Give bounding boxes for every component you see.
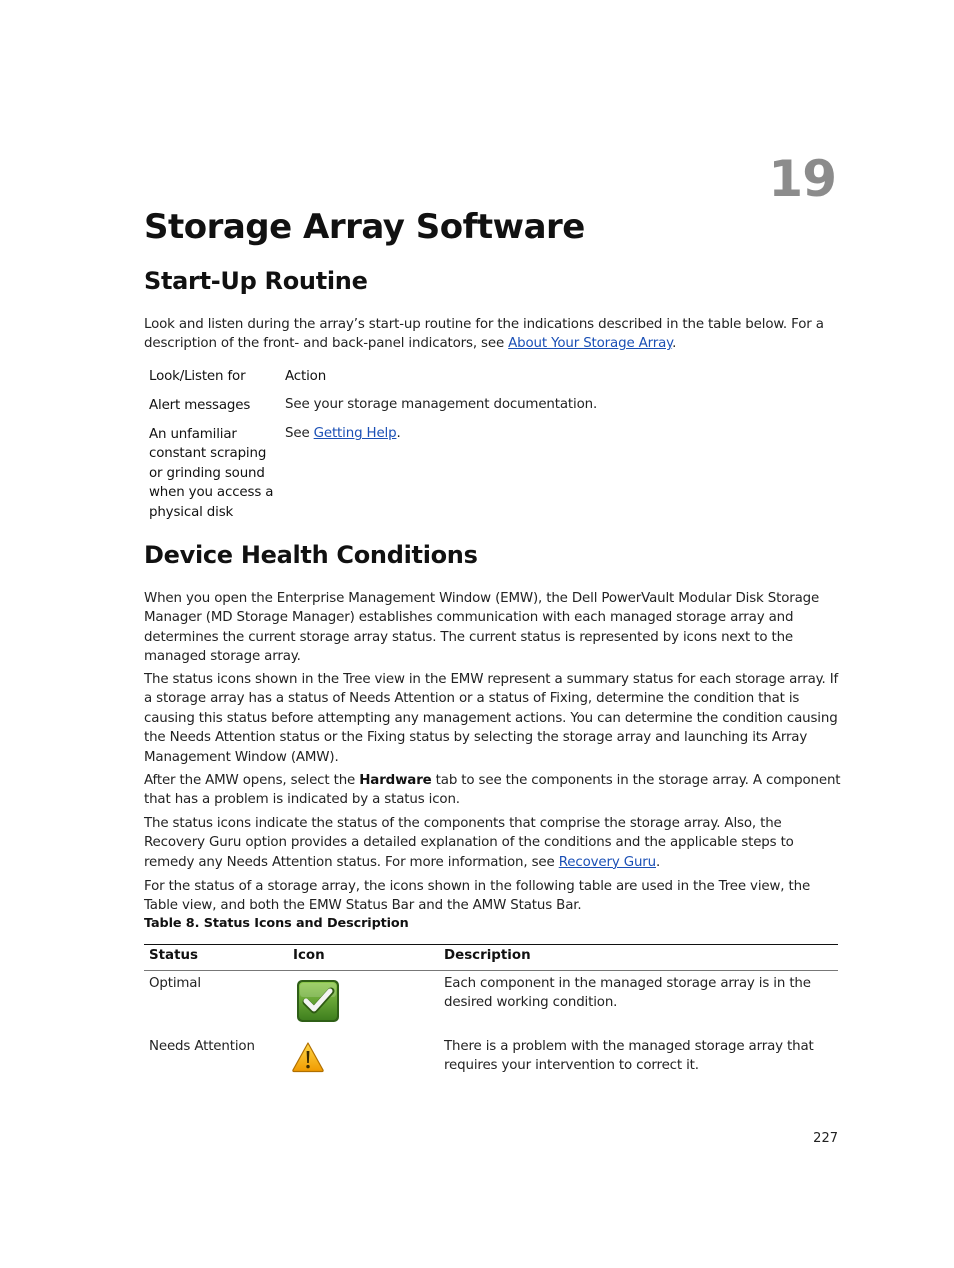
getting-help-link[interactable]: Getting Help	[313, 426, 397, 441]
table-top-rule	[144, 944, 838, 945]
row-needs-attention-description: There is a problem with the managed storage array that requires your intervention to correct it.	[444, 1039, 814, 1074]
health-heading: Device Health Conditions	[144, 541, 478, 569]
health-paragraph-4: The status icons indicate the status of the components that comprise the storage array. Also, the Recovery Guru option provides a detailed explanation of the conditions and the applicable steps to remedy any Needs Attention status. For more information, see Recovery Guru.	[144, 816, 794, 870]
startup-row1-action: See your storage management documentation.	[285, 397, 598, 412]
row-optimal-description: Each component in the managed storage array is in the desired working condition.	[444, 976, 811, 1011]
about-storage-array-link[interactable]: About Your Storage Array	[508, 336, 673, 352]
row-needs-attention-status: Needs Attention	[149, 1039, 255, 1054]
startup-row1-look: Alert messages	[149, 398, 251, 413]
startup-intro: Look and listen during the array’s start-up routine for the indications described in the table below. For a description of the front- and back-panel indicators, see About Your Storage Array.	[144, 317, 824, 352]
page-number: 227	[813, 1131, 838, 1146]
recovery-guru-link[interactable]: Recovery Guru	[558, 854, 656, 870]
chapter-title: Storage Array Software	[144, 207, 585, 247]
startup-row2-look: An unfamiliar constant scraping or grinding sound when you access a physical disk	[149, 427, 274, 520]
optimal-checkmark-icon	[295, 978, 341, 1024]
startup-header-action: Action	[285, 369, 327, 384]
health-paragraph-1: When you open the Enterprise Management Window (EMW), the Dell PowerVault Modular Disk Storage Manager (MD Storage Manager) establishes communication with each managed storage array and determines the current storage array status. The current status is represented by icons next to the managed storage array.	[144, 591, 820, 665]
chapter-number: 19	[768, 150, 836, 208]
health-paragraph-2: The status icons shown in the Tree view in the EMW represent a summary status for each storage array. If a storage array has a status of Needs Attention or a status of Fixing, determine the condition that is causing this status before attempting any management actions. You can determine the condition causing the Needs Attention status or the Fixing status by selecting the storage array and launching its Array Management Window (AMW).	[144, 672, 839, 765]
table-header-rule	[144, 970, 838, 971]
hardware-tab-term: Hardware	[359, 773, 432, 788]
startup-header-look: Look/Listen for	[149, 369, 246, 384]
health-paragraph-3: After the AMW opens, select the Hardware tab to see the components in the storage array. A component that has a problem is indicated by a status icon.	[144, 773, 841, 808]
startup-heading: Start-Up Routine	[144, 267, 368, 295]
header-description: Description	[444, 948, 531, 963]
header-icon: Icon	[293, 948, 325, 963]
table-caption: Table 8. Status Icons and Description	[144, 916, 409, 931]
health-paragraph-5: For the status of a storage array, the icons shown in the following table are used in the Tree view, the Table view, and both the EMW Status Bar and the AMW Status Bar.	[144, 879, 811, 914]
startup-row2-action: See Getting Help.	[285, 426, 401, 441]
row-optimal-status: Optimal	[149, 976, 201, 991]
warning-triangle-icon	[291, 1041, 325, 1073]
header-status: Status	[149, 948, 198, 963]
